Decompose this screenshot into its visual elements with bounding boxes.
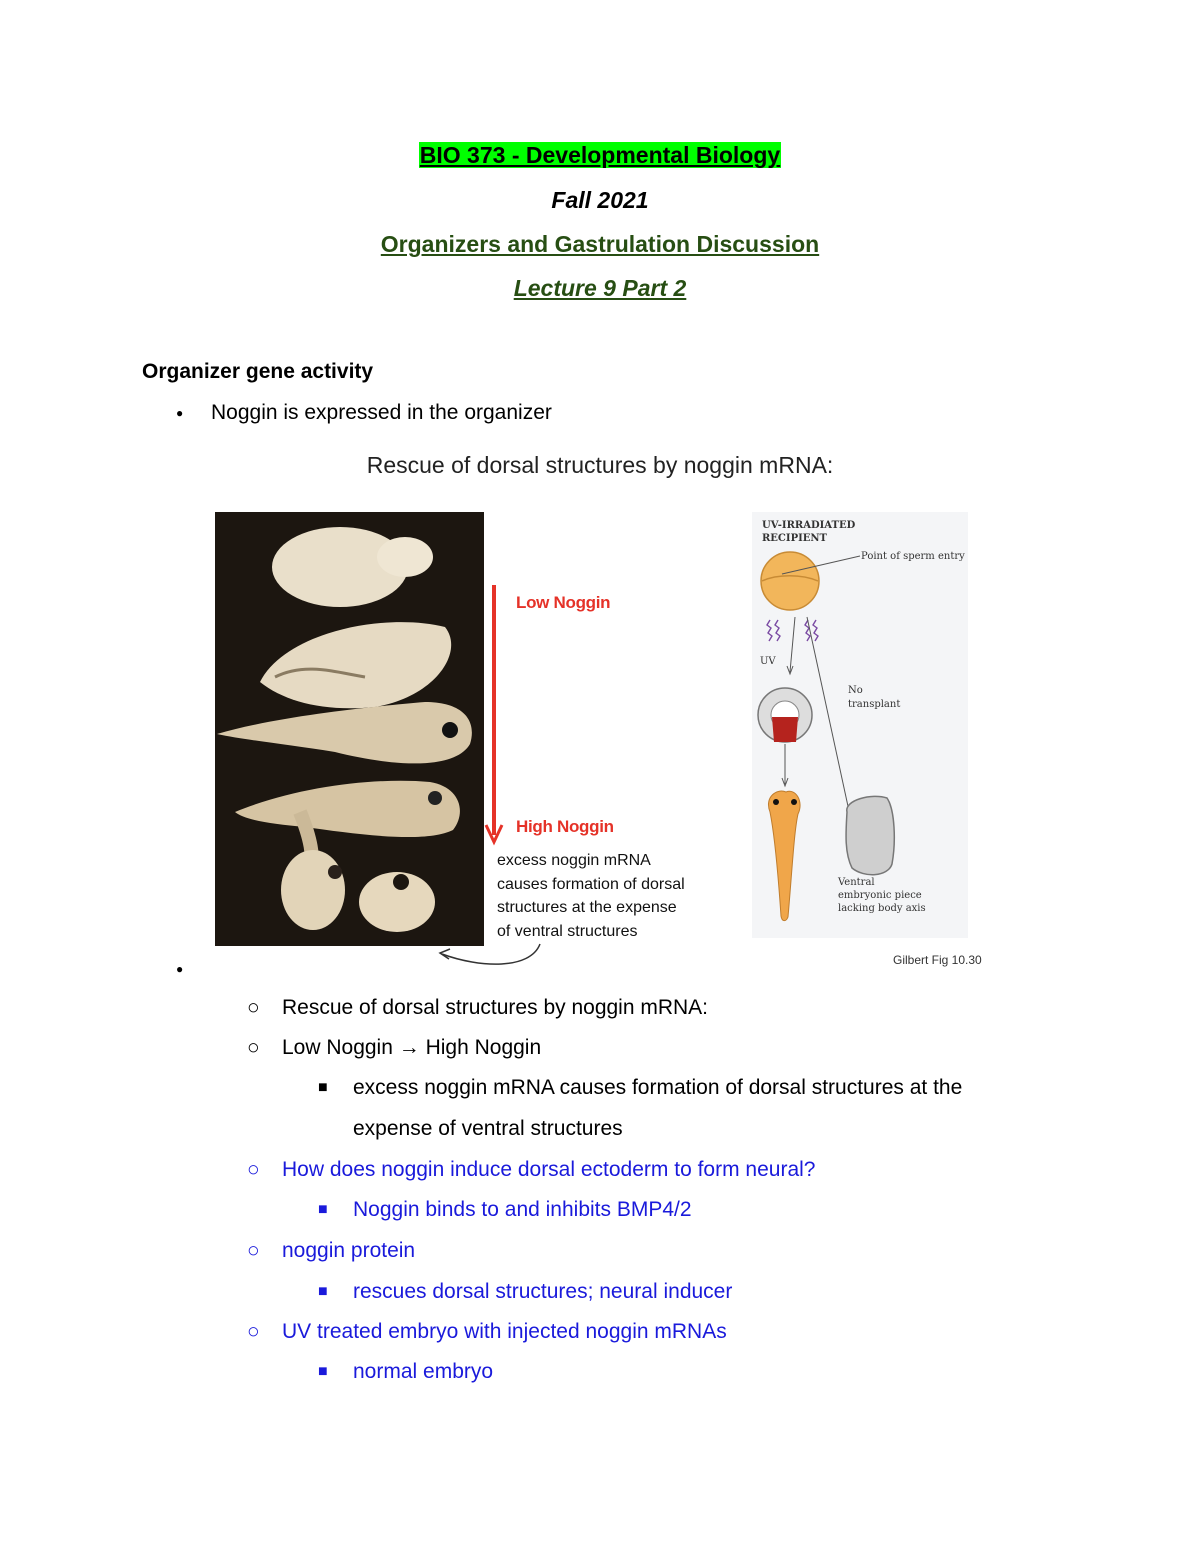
embryo-5 [281, 850, 345, 930]
lecture-title: Lecture 9 Part 2 [513, 275, 687, 301]
ventral-piece-icon [846, 796, 894, 874]
curved-arrow-icon [430, 940, 550, 972]
note-noggin-protein: noggin protein [282, 1239, 416, 1262]
embryo-photo [215, 512, 484, 946]
egg-icon [761, 552, 819, 610]
note-excess-line1: excess noggin mRNA causes formation of dorsal structures at the [353, 1076, 963, 1099]
note-answer-bmp: Noggin binds to and inhibits BMP4/2 [353, 1198, 692, 1221]
recipient-label-2: RECIPIENT [762, 533, 827, 544]
ventral-label-1: Ventral [838, 877, 875, 888]
bullet-square-icon: ■ [318, 1079, 328, 1096]
gilbert-diagram-drawing [752, 512, 968, 938]
figure-title: Rescue of dorsal structures by noggin mRNA: [366, 452, 834, 478]
bullet-square-icon: ■ [318, 1201, 328, 1218]
transplant-tissue-icon [772, 717, 798, 742]
bullet-filled-icon: ● [176, 962, 184, 976]
note-rescue: Rescue of dorsal structures by noggin mRNA: [282, 996, 709, 1019]
note-question: How does noggin induce dorsal ectoderm to form neural? [282, 1158, 816, 1181]
figure-credit: Gilbert Fig 10.30 [893, 953, 982, 967]
uv-label: UV [760, 656, 776, 667]
noggin-gradient-arrow [484, 580, 514, 850]
bullet-hollow-icon: ○ [247, 996, 260, 1019]
note-uv-treated: UV treated embryo with injected noggin mRNAs [282, 1320, 727, 1343]
note-rescues: rescues dorsal structures; neural inducer [353, 1280, 733, 1303]
section-title: Organizer gene activity [142, 360, 374, 383]
bullet-hollow-icon: ○ [247, 1239, 260, 1262]
figure-note-line: structures at the expense [497, 899, 677, 916]
no-transplant-label-1: No [848, 685, 863, 696]
bullet-filled-icon: ● [176, 406, 184, 420]
recipient-label-1: UV-IRRADIATED [762, 520, 856, 531]
gilbert-diagram [752, 512, 968, 938]
bullet-noggin-expressed: Noggin is expressed in the organizer [211, 401, 552, 424]
bullet-hollow-icon: ○ [247, 1320, 260, 1343]
ventral-label-3: lacking body axis [838, 903, 926, 914]
bullet-square-icon: ■ [318, 1283, 328, 1300]
figure-note [497, 849, 685, 943]
bullet-hollow-icon: ○ [247, 1036, 260, 1059]
bullet-hollow-icon: ○ [247, 1158, 260, 1181]
topic-title: Organizers and Gastrulation Discussion [380, 231, 820, 257]
ventral-label-2: embryonic piece [838, 890, 922, 901]
term-title: Fall 2021 [551, 187, 649, 213]
note-normal-embryo: normal embryo [353, 1360, 494, 1383]
high-noggin-label: High Noggin [516, 817, 614, 836]
uv-wave-icon [767, 620, 772, 641]
tadpole-icon [768, 791, 800, 921]
sperm-entry-label: Point of sperm entry [861, 551, 965, 562]
note-low-high: Low Noggin → High Noggin [282, 1036, 542, 1059]
bullet-square-icon: ■ [318, 1363, 328, 1380]
figure-note-line: of ventral structures [497, 922, 638, 940]
low-noggin-label: Low Noggin [516, 593, 611, 612]
no-transplant-label-2: transplant [848, 699, 901, 710]
embryo-photo-drawing [215, 512, 484, 946]
note-excess-line2: expense of ventral structures [353, 1117, 623, 1140]
figure-note-line: excess noggin mRNA [497, 852, 651, 869]
figure-note-line: causes formation of dorsal [497, 875, 685, 893]
course-title: BIO 373 - Developmental Biology [419, 142, 781, 168]
